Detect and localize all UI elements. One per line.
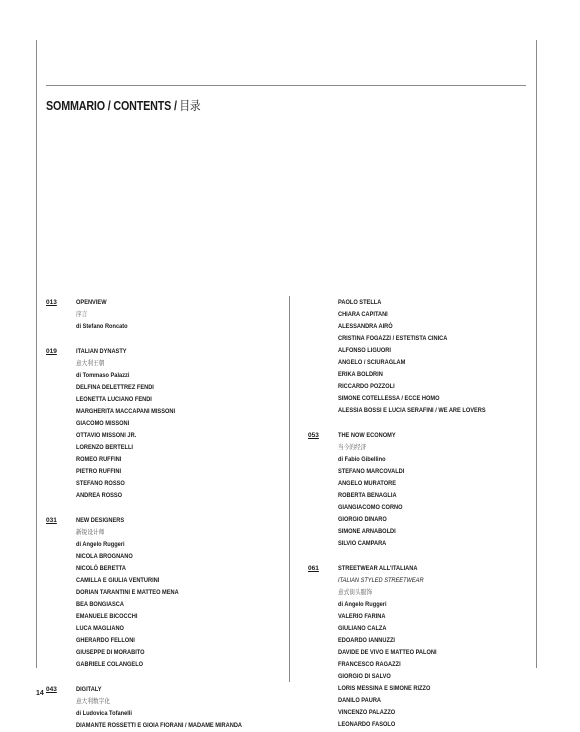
- entry-lines: [338, 563, 530, 731]
- name-item: GIORGIO DINARO: [338, 516, 387, 523]
- section-title: ITALIAN DYNASTY: [76, 348, 127, 355]
- name-item: ANGELO MURATORE: [338, 480, 397, 487]
- name-item: PIETRO RUFFINI: [76, 468, 122, 475]
- name-item: NICOLÒ BERETTA: [76, 565, 126, 572]
- entry-lines: [76, 515, 282, 671]
- name-item: OTTAVIO MISSONI JR.: [76, 432, 137, 439]
- name-item: SIMONE ARNABOLDI: [338, 528, 396, 535]
- entry-page-number[interactable]: 053: [308, 432, 319, 439]
- name-item: PAOLO STELLA: [338, 299, 382, 306]
- section-title-chinese: 意大利王朝: [76, 360, 105, 367]
- header-rule: [46, 85, 526, 86]
- name-item: ALESSIA BOSSI E LUCIA SERAFINI / WE ARE LOVERS: [338, 407, 486, 414]
- name-item: GIULIANO CALZA: [338, 625, 387, 632]
- left-margin-rule: [36, 40, 37, 668]
- name-item: STEFANO MARCOVALDI: [338, 468, 405, 475]
- section-subtitle: ITALIAN STYLED STREETWEAR: [338, 577, 424, 584]
- name-item: CRISTINA FOGAZZI / ESTETISTA CINICA: [338, 335, 448, 342]
- name-item: DORIAN TARANTINI E MATTEO MENA: [76, 589, 179, 596]
- section-title-chinese: 序言: [76, 311, 88, 318]
- entry-lines: [76, 346, 282, 502]
- name-item: SILVIO CAMPARA: [338, 540, 387, 547]
- name-item: BEA BONGIASCA: [76, 601, 124, 608]
- name-item: GIUSEPPE DI MORABITO: [76, 649, 145, 656]
- name-item: LORIS MESSINA E SIMONE RIZZO: [338, 685, 431, 692]
- page-title: [46, 96, 201, 114]
- name-item: ALESSANDRA AIRÒ: [338, 323, 393, 330]
- right-margin-rule: [536, 40, 537, 668]
- column-divider: [289, 296, 290, 682]
- name-item: ERIKA BOLDRIN: [338, 371, 383, 378]
- entry-lines: [76, 684, 282, 732]
- entry-lines: [338, 430, 530, 550]
- page-title-text: SOMMARIO / CONTENTS /: [46, 99, 177, 113]
- name-item: LORENZO BERTELLI: [76, 444, 133, 451]
- section-author: di Stefano Roncato: [76, 323, 128, 330]
- name-item: GIANGIACOMO CORNO: [338, 504, 403, 511]
- name-item: LEONETTA LUCIANO FENDI: [76, 396, 152, 403]
- name-item: GIACOMO MISSONI: [76, 420, 130, 427]
- name-item: CAMILLA E GIULIA VENTURINI: [76, 577, 160, 584]
- name-item: ANGELO / SCIURAGLAM: [338, 359, 406, 366]
- section-title: OPENVIEW: [76, 299, 107, 306]
- name-item: ROMEO RUFFINI: [76, 456, 122, 463]
- name-item: DELFINA DELETTREZ FENDI: [76, 384, 154, 391]
- section-title-chinese: 意式街头服饰: [338, 589, 373, 596]
- name-item: MARGHERITA MACCAPANI MISSONI: [76, 408, 176, 415]
- name-item: GHERARDO FELLONI: [76, 637, 135, 644]
- entry-lines: [76, 297, 282, 333]
- entry-lines: [338, 297, 530, 417]
- name-item: DAVIDE DE VIVO E MATTEO PALONI: [338, 649, 437, 656]
- section-author: di Angelo Ruggeri: [76, 541, 125, 548]
- page-title-chinese: 目录: [179, 99, 201, 113]
- name-item: CHIARA CAPITANI: [338, 311, 388, 318]
- name-item: EMANUELE BICOCCHI: [76, 613, 138, 620]
- name-item: FRANCESCO RAGAZZI: [338, 661, 401, 668]
- name-item: GABRIELE COLANGELO: [76, 661, 144, 668]
- contents-column-right: [308, 297, 530, 731]
- contents-entry: [46, 515, 282, 671]
- name-item: DIAMANTE ROSSETTI E GIOIA FIORANI / MADAME MIRANDA: [76, 722, 243, 729]
- contents-entry: [308, 430, 530, 550]
- name-item: VALERIO FARINA: [338, 613, 386, 620]
- name-item: GIORGIO DI SALVO: [338, 673, 391, 680]
- entry-page-number[interactable]: 061: [308, 565, 319, 572]
- section-title-chinese: 新锐设计师: [76, 529, 105, 536]
- name-item: DANILO PAURA: [338, 697, 382, 704]
- name-item: ANDREA ROSSO: [76, 492, 123, 499]
- section-author: di Angelo Ruggeri: [338, 601, 387, 608]
- entry-page-number[interactable]: 013: [46, 299, 57, 306]
- section-author: di Fabio Gibellino: [338, 456, 386, 463]
- name-item: VINCENZO PALAZZO: [338, 709, 396, 716]
- name-item: NICOLA BROGNANO: [76, 553, 133, 560]
- entry-page-number[interactable]: 019: [46, 348, 57, 355]
- contents-entry: [46, 684, 282, 732]
- section-title: NEW DESIGNERS: [76, 517, 125, 524]
- contents-column-left: [46, 297, 282, 732]
- name-item: LEONARDO FASOLO: [338, 721, 396, 728]
- section-title-chinese: 当今的经济: [338, 444, 367, 451]
- section-author: di Ludovica Tofanelli: [76, 710, 132, 717]
- section-title: STREETWEAR ALL'ITALIANA: [338, 565, 418, 572]
- contents-entry: [46, 297, 282, 333]
- contents-entry: [46, 346, 282, 502]
- section-title: DIGITALY: [76, 686, 102, 693]
- contents-entry: [308, 297, 530, 417]
- page-number: 14: [36, 690, 44, 697]
- section-author: di Tommaso Palazzi: [76, 372, 130, 379]
- name-item: STEFANO ROSSO: [76, 480, 125, 487]
- name-item: EDOARDO IANNUZZI: [338, 637, 395, 644]
- contents-entry: [308, 563, 530, 731]
- name-item: LUCA MAGLIANO: [76, 625, 124, 632]
- section-title: THE NOW ECONOMY: [338, 432, 396, 439]
- entry-page-number[interactable]: 043: [46, 686, 57, 693]
- section-title-chinese: 意大利数字化: [76, 698, 111, 705]
- name-item: ALFONSO LIGUORI: [338, 347, 391, 354]
- name-item: RICCARDO POZZOLI: [338, 383, 395, 390]
- entry-page-number[interactable]: 031: [46, 517, 57, 524]
- name-item: ROBERTA BENAGLIA: [338, 492, 397, 499]
- name-item: SIMONE COTELLESSA / ECCE HOMO: [338, 395, 440, 402]
